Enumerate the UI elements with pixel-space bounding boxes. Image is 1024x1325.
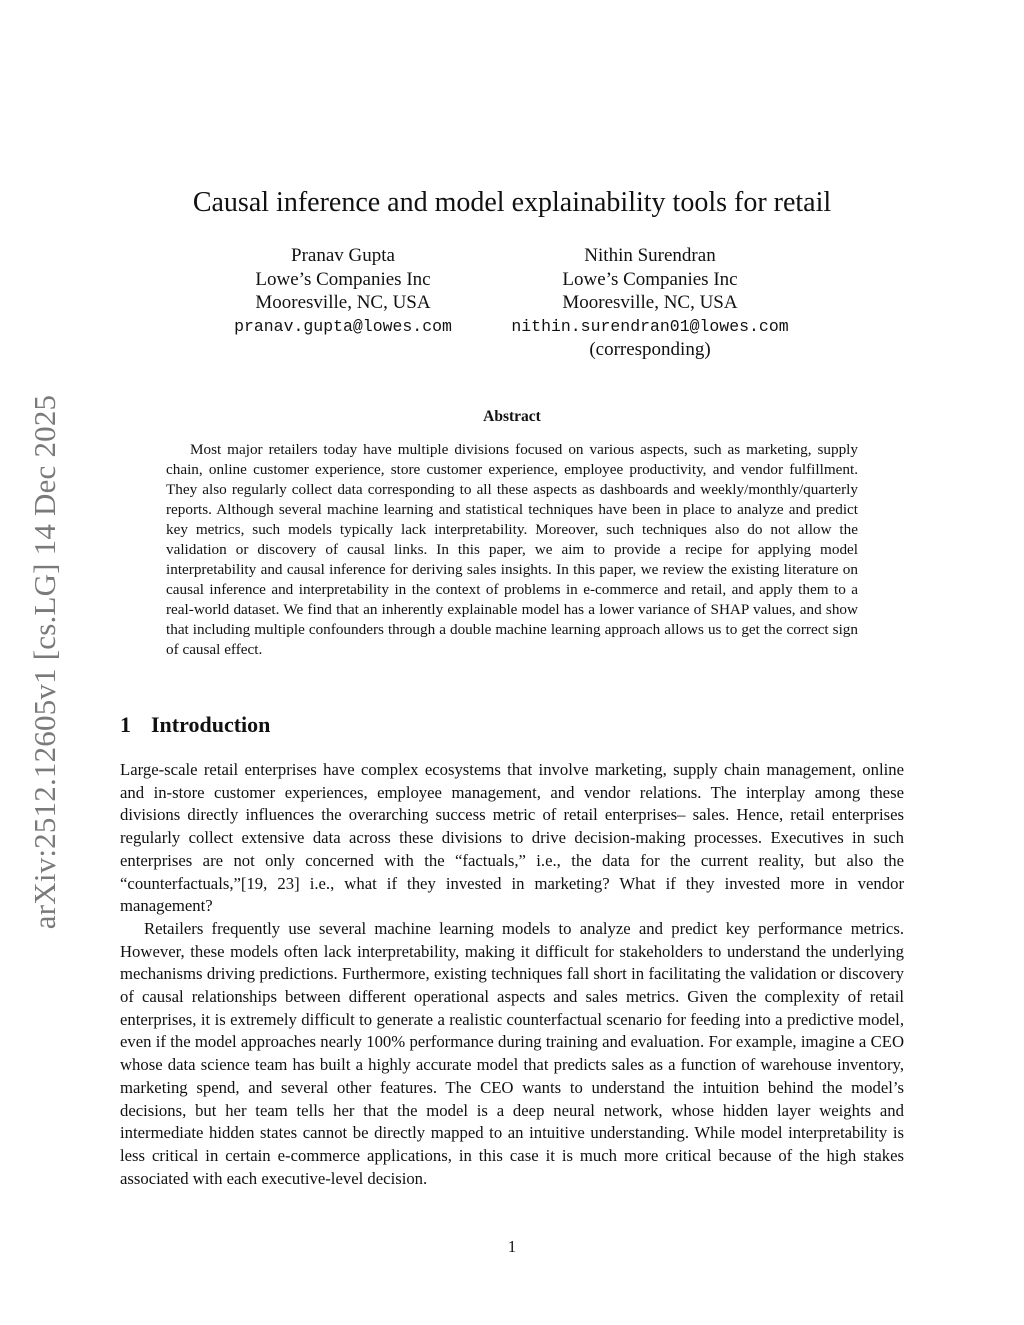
abstract-heading: Abstract xyxy=(483,408,541,425)
author-block-1 xyxy=(173,244,513,338)
author-affiliation: Lowe’s Companies Inc xyxy=(562,268,738,290)
author-name: Pranav Gupta xyxy=(291,245,395,266)
body-paragraph: Large-scale retail enterprises have complex ecosystems that involve marketing, supply chain management, online and in-store customer experiences, employee management, and vendor relations. The interplay among these divisions directly influences the overarching success metric of retail enterprises– sales. Hence, retail enterprises regularly collect extensive data across these divisions to drive decision-making processes. Executives in such enterprises are not only concerned with the “factuals,” i.e., the data for the current reality, but also the “counterfactuals,”[19, 23] i.e., what if they invested in marketing? What if they invested more in vendor management? xyxy=(120,760,904,916)
section-title: Introduction xyxy=(151,712,271,737)
author-location: Mooresville, NC, USA xyxy=(255,292,431,313)
abstract-text: Most major retailers today have multiple divisions focused on various aspects, such as marketing, supply chain, online customer experience, store customer experience, employee productivity, and vendor fulfillment. They also regularly collect data corresponding to all these aspects as dashboards and weekly/monthly/quarterly reports. Although several machine learning and statistical techniques have been in place to analyze and predict key metrics, such models typically lack interpretability. Moreover, such techniques also do not allow the validation or discovery of causal links. In this paper, we aim to provide a recipe for applying model interpretability and causal inference for deriving sales insights. In this paper, we review the existing literature on causal inference and interpretability in the context of problems in e-commerce and retail, and apply them to a real-world dataset. We find that an inherently explainable model has a lower variance of SHAP values, and show that including multiple confounders through a double machine learning approach allows us to get the correct sign of causal effect. xyxy=(166,441,858,658)
page-number: 1 xyxy=(507,1237,517,1256)
paper-title: Causal inference and model explainability tools for retail xyxy=(192,187,832,218)
author-email: nithin.surendran01@lowes.com xyxy=(511,316,789,336)
section-number: 1 xyxy=(120,712,131,737)
introduction-body xyxy=(120,759,904,1190)
author-block-2 xyxy=(480,244,820,362)
author-corresponding-note: (corresponding) xyxy=(589,339,711,360)
section-heading xyxy=(120,712,270,738)
author-name: Nithin Surendran xyxy=(584,245,716,266)
arxiv-identifier-stamp: arXiv:2512.12605v1 [cs.LG] 14 Dec 2025 xyxy=(27,394,62,930)
body-paragraph: Retailers frequently use several machine learning models to analyze and predict key performance metrics. However, these models often lack interpretability, making it difficult for stakeholders to understand the underlying mechanisms driving predictions. Furthermore, existing techniques fall short in facilitating the validation or discovery of causal relationships between different operational aspects and sales metrics. Given the complexity of retail enterprises, it is extremely difficult to generate a realistic counterfactual scenario for feeding into a predictive model, even if the model approaches nearly 100% performance during training and evaluation. For example, imagine a CEO whose data science team has built a highly accurate model that predicts sales as a function of warehouse inventory, marketing spend, and several other features. The CEO wants to understand the intuition behind the model’s decisions, but her team tells her that the model is a deep neural network, whose hidden layer weights and intermediate hidden states cannot be directly mapped to an intuitive understanding. While model interpretability is less critical in certain e-commerce applications, in this case it is much more critical because of the high stakes associated with each executive-level decision. xyxy=(120,918,904,1188)
author-location: Mooresville, NC, USA xyxy=(562,292,738,313)
author-affiliation: Lowe’s Companies Inc xyxy=(255,268,431,290)
author-email: pranav.gupta@lowes.com xyxy=(234,316,452,336)
